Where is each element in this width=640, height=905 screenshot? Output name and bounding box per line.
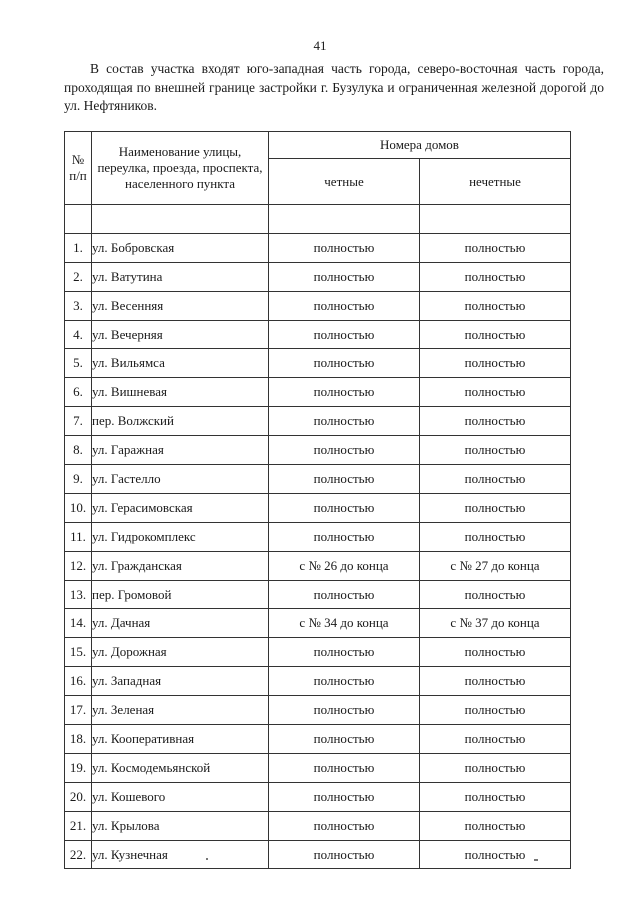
- street-name: ул. Зеленая: [92, 696, 269, 725]
- table-row: [65, 493, 571, 522]
- table-row: [65, 522, 571, 551]
- row-number: 6.: [65, 378, 92, 407]
- table-row: [65, 436, 571, 465]
- odd-houses: полностью: [420, 522, 571, 551]
- table-header: [65, 132, 571, 205]
- odd-houses: полностью: [420, 378, 571, 407]
- header-odd: нечетные: [420, 159, 571, 205]
- table-row: [65, 349, 571, 378]
- header-houses: Номера домов: [269, 132, 571, 159]
- table-row: [65, 811, 571, 840]
- even-houses: полностью: [269, 465, 420, 494]
- even-houses: с № 26 до конца: [269, 551, 420, 580]
- even-houses: полностью: [269, 840, 420, 869]
- row-number: 5.: [65, 349, 92, 378]
- odd-houses: полностью: [420, 725, 571, 754]
- table-row: [65, 753, 571, 782]
- street-name: ул. Кузнечная: [92, 840, 269, 869]
- intro-paragraph: В состав участка входят юго-западная часть города, северо-восточная часть города, проходящая по внешней границе застройки г. Бузулука и ограниченная железной дорогой до ул. Нефтяников.: [64, 61, 604, 113]
- row-number: 17.: [65, 696, 92, 725]
- table-row: [65, 840, 571, 869]
- odd-houses: полностью: [420, 638, 571, 667]
- table-row: [65, 320, 571, 349]
- table-row: [65, 609, 571, 638]
- table-row: [65, 551, 571, 580]
- table-row: [65, 378, 571, 407]
- even-houses: полностью: [269, 233, 420, 262]
- street-name: ул. Герасимовская: [92, 493, 269, 522]
- street-name: пер. Громовой: [92, 580, 269, 609]
- row-number: 2.: [65, 262, 92, 291]
- row-number: 18.: [65, 725, 92, 754]
- row-number: 16.: [65, 667, 92, 696]
- street-name: ул. Кооперативная: [92, 725, 269, 754]
- odd-houses: полностью: [420, 262, 571, 291]
- even-houses: полностью: [269, 782, 420, 811]
- table-row: [65, 580, 571, 609]
- street-name: ул. Западная: [92, 667, 269, 696]
- row-number: 15.: [65, 638, 92, 667]
- odd-houses: полностью: [420, 696, 571, 725]
- street-name: пер. Волжский: [92, 407, 269, 436]
- odd-houses: полностью: [420, 436, 571, 465]
- even-houses: полностью: [269, 320, 420, 349]
- even-houses: полностью: [269, 638, 420, 667]
- table-row: [65, 782, 571, 811]
- row-number: 12.: [65, 551, 92, 580]
- row-number: 7.: [65, 407, 92, 436]
- street-name: ул. Космодемьянской: [92, 753, 269, 782]
- row-number: 20.: [65, 782, 92, 811]
- row-number: 19.: [65, 753, 92, 782]
- odd-houses: полностью: [420, 667, 571, 696]
- even-houses: полностью: [269, 493, 420, 522]
- row-number: 21.: [65, 811, 92, 840]
- table-row: [65, 725, 571, 754]
- odd-houses: полностью: [420, 233, 571, 262]
- street-name: ул. Крылова: [92, 811, 269, 840]
- streets-table: [64, 131, 571, 869]
- header-num: № п/п: [65, 132, 92, 205]
- scan-speck: [206, 858, 208, 860]
- odd-houses: полностью: [420, 291, 571, 320]
- odd-houses: полностью: [420, 753, 571, 782]
- table-row: [65, 465, 571, 494]
- even-houses: полностью: [269, 811, 420, 840]
- even-houses: полностью: [269, 436, 420, 465]
- table-row: [65, 291, 571, 320]
- street-name: ул. Вильямса: [92, 349, 269, 378]
- street-name: ул. Гидрокомплекс: [92, 522, 269, 551]
- street-name: ул. Вечерняя: [92, 320, 269, 349]
- table-row: [65, 638, 571, 667]
- odd-houses: полностью: [420, 782, 571, 811]
- odd-houses: полностью: [420, 407, 571, 436]
- row-number: 13.: [65, 580, 92, 609]
- header-even: четные: [269, 159, 420, 205]
- street-name: ул. Весенняя: [92, 291, 269, 320]
- odd-houses: полностью: [420, 840, 571, 869]
- even-houses: полностью: [269, 696, 420, 725]
- scan-speck: [534, 859, 538, 861]
- even-houses: полностью: [269, 522, 420, 551]
- header-spacer-row: [65, 205, 571, 234]
- page-number: 41: [313, 38, 327, 53]
- odd-houses: полностью: [420, 493, 571, 522]
- table-row: [65, 667, 571, 696]
- row-number: 8.: [65, 436, 92, 465]
- even-houses: полностью: [269, 580, 420, 609]
- street-name: ул. Бобровская: [92, 233, 269, 262]
- table-row: [65, 696, 571, 725]
- street-name: ул. Дачная: [92, 609, 269, 638]
- table-body: [65, 205, 571, 869]
- even-houses: полностью: [269, 725, 420, 754]
- street-name: ул. Кошевого: [92, 782, 269, 811]
- even-houses: полностью: [269, 291, 420, 320]
- street-name: ул. Ватутина: [92, 262, 269, 291]
- table-row: [65, 407, 571, 436]
- even-houses: полностью: [269, 262, 420, 291]
- row-number: 11.: [65, 522, 92, 551]
- street-name: ул. Вишневая: [92, 378, 269, 407]
- even-houses: полностью: [269, 349, 420, 378]
- odd-houses: полностью: [420, 349, 571, 378]
- row-number: 4.: [65, 320, 92, 349]
- odd-houses: полностью: [420, 465, 571, 494]
- even-houses: с № 34 до конца: [269, 609, 420, 638]
- street-name: ул. Дорожная: [92, 638, 269, 667]
- table-row: [65, 262, 571, 291]
- row-number: 22.: [65, 840, 92, 869]
- odd-houses: полностью: [420, 580, 571, 609]
- row-number: 14.: [65, 609, 92, 638]
- even-houses: полностью: [269, 378, 420, 407]
- even-houses: полностью: [269, 753, 420, 782]
- odd-houses: с № 37 до конца: [420, 609, 571, 638]
- row-number: 3.: [65, 291, 92, 320]
- odd-houses: полностью: [420, 320, 571, 349]
- row-number: 9.: [65, 465, 92, 494]
- street-name: ул. Гастелло: [92, 465, 269, 494]
- street-name: ул. Гражданская: [92, 551, 269, 580]
- odd-houses: с № 27 до конца: [420, 551, 571, 580]
- street-name: ул. Гаражная: [92, 436, 269, 465]
- row-number: 1.: [65, 233, 92, 262]
- header-name: Наименование улицы, переулка, проезда, проспекта, населенного пункта: [92, 132, 269, 205]
- row-number: 10.: [65, 493, 92, 522]
- odd-houses: полностью: [420, 811, 571, 840]
- even-houses: полностью: [269, 407, 420, 436]
- table-row: [65, 233, 571, 262]
- even-houses: полностью: [269, 667, 420, 696]
